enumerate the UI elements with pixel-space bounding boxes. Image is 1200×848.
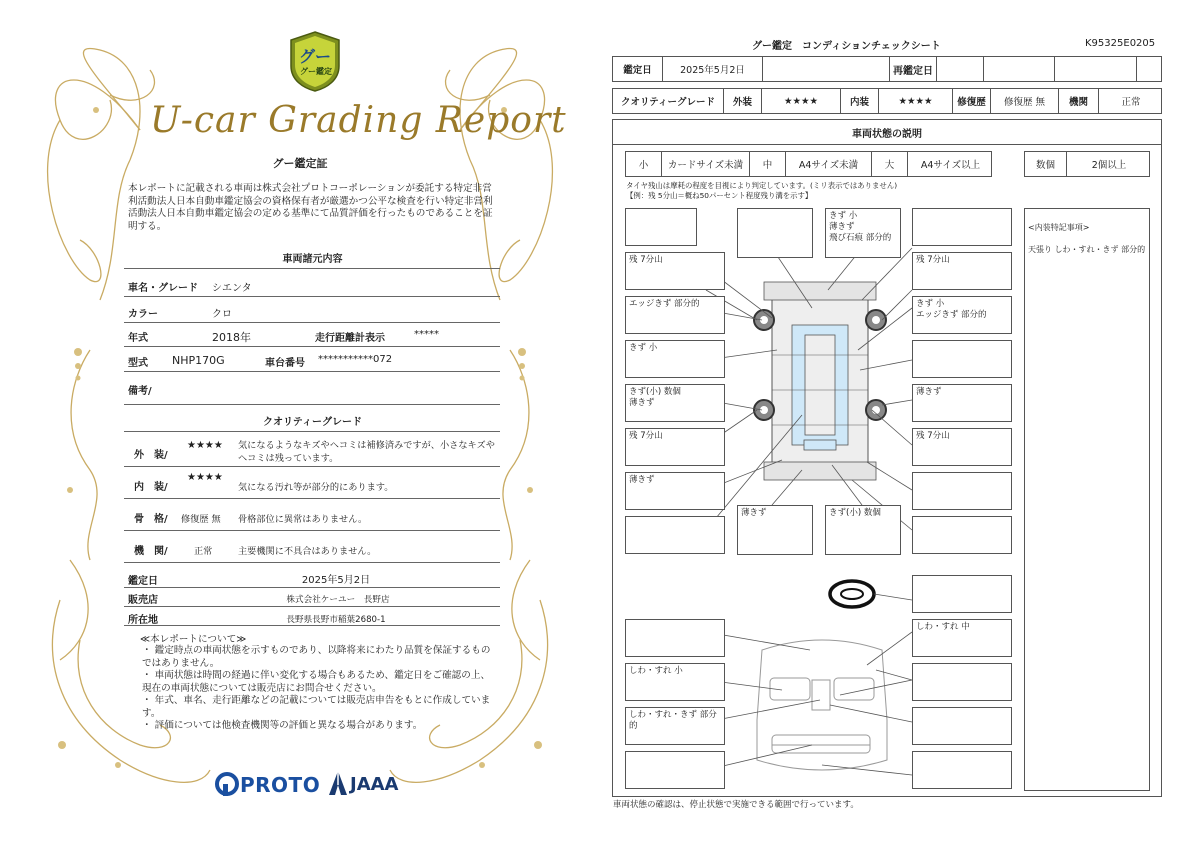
- certificate-heading: グー鑑定証: [272, 157, 328, 170]
- date-value: 2025年5月2日: [663, 57, 763, 81]
- legend-count: 数個: [1025, 152, 1067, 176]
- ext-value: ★★★★: [762, 89, 841, 113]
- note-item: ・ 年式、車名、走行距離などの記載については販売店申告をもとに作成しています。: [142, 695, 491, 719]
- empty-cell: [763, 57, 890, 81]
- repair-value: 修復歴 無: [991, 89, 1059, 113]
- goo-kantei-badge-icon: [287, 30, 343, 92]
- mileage-label: 走行距離計表示: [315, 333, 385, 344]
- color-label: カラー: [128, 309, 158, 320]
- proto-logo-text: PROTO: [240, 773, 321, 797]
- divider: [124, 371, 500, 372]
- interior-box: [625, 751, 725, 789]
- divider: [124, 606, 500, 607]
- legend-medium: 中: [750, 152, 786, 176]
- damage-box-rear-left: 薄きず: [737, 505, 813, 555]
- chassis-value: ***********072: [318, 354, 393, 365]
- empty-cell: [1055, 57, 1137, 81]
- damage-box: [737, 208, 813, 258]
- tire-note-example: 【例：残 5分山＝概ね50パーセント程度残り溝を示す】: [626, 191, 813, 200]
- car-name-label: 車名・グレード: [128, 283, 198, 294]
- interior-grade-desc: 気になる汚れ等が部分的にあります。: [238, 482, 394, 493]
- interior-grade-label: 内 装/: [134, 482, 168, 493]
- divider: [124, 431, 500, 432]
- note-item: ・ 評価については他検査機関等の評価と異なる場合があります。: [142, 720, 423, 731]
- damage-box: [912, 340, 1012, 378]
- svg-text:グー: グー: [298, 47, 332, 66]
- size-legend: [625, 151, 992, 177]
- interior-box: [912, 707, 1012, 745]
- section-title: 車両状態の説明: [612, 119, 1162, 145]
- divider: [124, 346, 500, 347]
- interior-box-right-front: しわ・すれ 中: [912, 619, 1012, 657]
- address-label: 所在地: [128, 615, 158, 626]
- interior-notes-box: [1024, 208, 1150, 791]
- remarks-label: 備考/: [128, 386, 152, 397]
- jaaa-logo-icon: [327, 769, 349, 797]
- divider: [124, 268, 500, 269]
- sheet-title: グー鑑定 コンディションチェックシート: [752, 41, 941, 52]
- address-value: 長野県長野市稲葉2680-1: [286, 615, 386, 625]
- repair-label: 修復歴: [953, 89, 991, 113]
- dealer-label: 販売店: [128, 595, 158, 606]
- divider: [124, 322, 500, 323]
- tire-note: タイヤ残山は摩耗の程度を目視により判定しています。(ミリ表示ではありません): [626, 181, 898, 190]
- divider: [124, 587, 500, 588]
- legend-count-desc: 2個以上: [1091, 160, 1127, 171]
- interior-box: [912, 575, 1012, 613]
- damage-box: [912, 208, 1012, 246]
- sheet-code: K95325E0205: [1085, 38, 1156, 49]
- divider: [124, 466, 500, 467]
- damage-box-right-front: きず 小 エッジきず 部分的: [912, 296, 1012, 334]
- damage-box-left-front: エッジきず 部分的: [625, 296, 725, 334]
- tire-box-rear-right: 残 7分山: [912, 428, 1012, 466]
- notes-heading: ≪本レポートについて≫: [140, 634, 247, 645]
- model-value: NHP170G: [172, 354, 225, 367]
- mileage-value: *****: [414, 329, 439, 340]
- interior-grade-value: ★★★★: [187, 472, 223, 483]
- divider: [124, 296, 500, 297]
- damage-box: [625, 208, 697, 246]
- damage-box-left-rear: きず(小) 数個 薄きず: [625, 384, 725, 422]
- engine-value: 正常: [1121, 97, 1141, 108]
- interior-box: [912, 663, 1012, 701]
- car-exterior-diagram: [754, 282, 886, 480]
- grade-heading: クオリティーグレード: [263, 417, 362, 428]
- steering-wheel-icon: [830, 581, 874, 607]
- empty-cell: [984, 57, 1055, 81]
- divider: [124, 530, 500, 531]
- interior-notes-title: <内装特記事項>: [1028, 223, 1090, 232]
- int-label: 内装: [841, 89, 879, 113]
- tire-box-rear-left: 残 7分山: [625, 428, 725, 466]
- divider: [124, 562, 500, 563]
- spec-heading: 車両諸元内容: [282, 254, 343, 265]
- color-value: クロ: [212, 309, 232, 320]
- damage-box-right-rear: 薄きず: [912, 384, 1012, 422]
- divider: [124, 498, 500, 499]
- qg-label: クオリティーグレード: [613, 89, 724, 113]
- ext-label: 外装: [724, 89, 762, 113]
- frame-grade-desc: 骨格部位に異常はありません。: [238, 514, 368, 525]
- exterior-grade-label: 外 装/: [134, 450, 168, 461]
- year-value: 2018年: [212, 331, 251, 344]
- damage-box: [912, 472, 1012, 510]
- note-item: ・ 鑑定時点の車両状態を示すものであり、以降将来にわたり品質を保証するものではありません。: [142, 645, 491, 669]
- engine-grade-label: 機 関/: [134, 546, 168, 557]
- legend-small: 小: [626, 152, 662, 176]
- count-legend: [1024, 151, 1150, 177]
- legend-large: 大: [872, 152, 908, 176]
- legend-medium-desc: A4サイズ未満: [786, 152, 872, 176]
- interior-box-left-front: しわ・すれ 小: [625, 663, 725, 701]
- appraisal-date-value: 2025年5月2日: [301, 575, 371, 586]
- damage-box: [625, 516, 725, 554]
- damage-box: [912, 516, 1012, 554]
- model-label: 型式: [128, 358, 148, 369]
- engine-grade-desc: 主要機関に不具合はありません。: [238, 546, 377, 557]
- dealer-value: 株式会社ケーユー 長野店: [286, 595, 390, 605]
- interior-box: [625, 619, 725, 657]
- legend-large-desc: A4サイズ以上: [920, 160, 981, 171]
- divider: [124, 625, 500, 626]
- note-item: ・ 車両状態は時間の経過に伴い変化する場合もあるため、鑑定日をご確認の上、現在の車両状態については販売店にお問合せください。: [142, 670, 491, 694]
- empty-cell: [937, 57, 984, 81]
- exterior-grade-desc: 気になるようなキズやヘコミは補修済みですが、小さなキズやヘコミは残っています。: [238, 440, 495, 464]
- chassis-label: 車台番号: [265, 358, 305, 369]
- interior-box-left-rear: しわ・すれ・きず 部分的: [625, 707, 725, 745]
- appraisal-date-label: 鑑定日: [128, 576, 158, 587]
- year-label: 年式: [128, 333, 148, 344]
- legend-small-desc: カードサイズ未満: [662, 152, 750, 176]
- interior-box: [912, 751, 1012, 789]
- car-name-value: シエンタ: [212, 283, 252, 294]
- damage-box-rear-center: きず(小) 数個: [825, 505, 901, 555]
- damage-box-left-mid: きず 小: [625, 340, 725, 378]
- redate-label: 再鑑定日: [893, 66, 933, 77]
- divider: [124, 404, 500, 405]
- certificate-intro: 本レポートに記載される車両は株式会社プロトコーポレーションが委託する特定非営利活動法人日本自動車鑑定協会の資格保有者が厳選かつ公平な検査を行い特定非営利活動法人日本自動車鑑定協会の定める基準にて品質評価を行ったものであることを証明する。: [128, 183, 493, 232]
- frame-grade-label: 骨 格/: [134, 514, 168, 525]
- badge-text: グー鑑定: [300, 67, 332, 76]
- report-script-title: U-car Grading Report: [150, 100, 567, 141]
- tire-box-front-right: 残 7分山: [912, 252, 1012, 290]
- quality-grade-row: [612, 88, 1162, 114]
- car-interior-diagram: [757, 640, 887, 770]
- damage-box-left-bottom: 薄きず: [625, 472, 725, 510]
- damage-box-front-center: きず 小 薄きず 飛び石痕 部分的: [825, 208, 901, 258]
- int-value: ★★★★: [879, 89, 953, 113]
- frame-grade-value: 修復歴 無: [181, 514, 221, 525]
- proto-logo-icon: [214, 771, 240, 797]
- exterior-grade-value: ★★★★: [187, 440, 223, 451]
- jaaa-logo-text: JAAA: [350, 774, 399, 795]
- sheet-footer-note: 車両状態の確認は、停止状態で実施できる範囲で行っています。: [613, 800, 859, 810]
- engine-grade-value: 正常: [194, 546, 213, 557]
- date-label: 鑑定日: [613, 57, 663, 81]
- engine-label: 機関: [1059, 89, 1099, 113]
- interior-notes-body: 天張り しわ・すれ・きず 部分的: [1028, 245, 1146, 254]
- tire-box-front-left: 残 7分山: [625, 252, 725, 290]
- appraisal-date-row: [612, 56, 1162, 82]
